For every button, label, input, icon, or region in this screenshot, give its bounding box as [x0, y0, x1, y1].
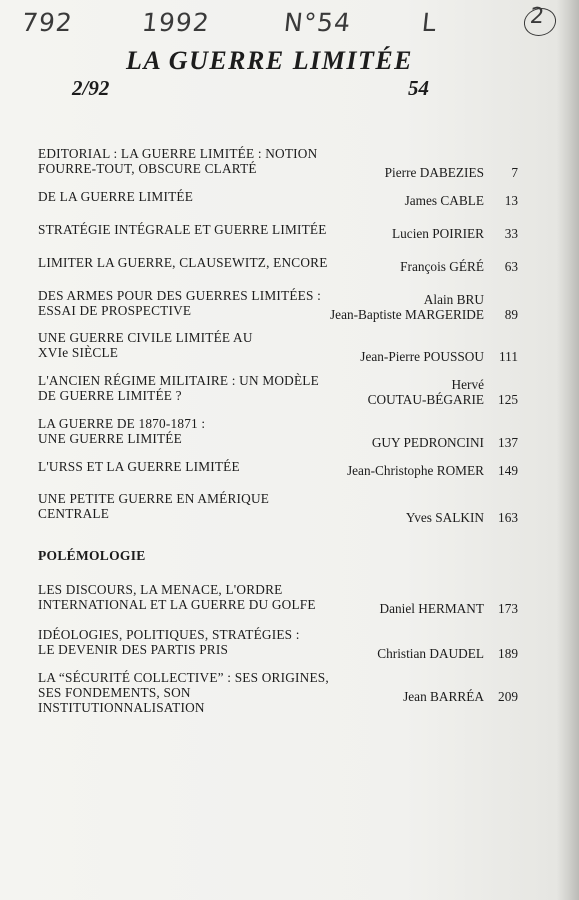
entry-title-line: SES FONDEMENTS, SON INSTITUTIONNALISATION: [38, 685, 205, 715]
entry-page-number: 125: [498, 392, 518, 407]
entry-title: [38, 627, 358, 657]
handwritten-year: 1992: [140, 8, 212, 37]
entry-title-line: LES DISCOURS, LA MENACE, L'ORDRE: [38, 582, 283, 597]
entry-author: GUY PEDRONCINI: [371, 435, 484, 450]
entry-title-line: DES ARMES POUR DES GUERRES LIMITÉES :: [38, 288, 321, 303]
entry-title-line: IDÉOLOGIES, POLITIQUES, STRATÉGIES :: [38, 627, 300, 642]
entry-title-line: FOURRE-TOUT, OBSCURE CLARTÉ: [38, 161, 257, 176]
entry-page-number: 149: [498, 463, 518, 478]
issue-label: 2/92: [72, 76, 110, 100]
section-heading: POLÉMOLOGIE: [38, 548, 146, 563]
entry-page-number: 7: [511, 165, 518, 180]
entry-author: James CABLE: [404, 193, 484, 208]
toc-entry: [38, 582, 518, 616]
entry-author: Lucien POIRIER: [392, 226, 484, 241]
entry-author: Alain BRU: [423, 292, 484, 307]
entry-title-line: XVIe SIÈCLE: [38, 345, 119, 360]
entry-title-line: STRATÉGIE INTÉGRALE ET GUERRE LIMITÉE: [38, 222, 327, 237]
entry-title: [38, 146, 358, 176]
entry-title: [38, 491, 358, 521]
toc-entry: [38, 459, 518, 478]
journal-title: LA GUERRE LIMITÉE: [126, 46, 414, 75]
entry-page-number: 189: [498, 646, 518, 661]
toc-entry: [38, 627, 518, 661]
entry-title-line: LA “SÉCURITÉ COLLECTIVE” : SES ORIGINES,: [38, 670, 329, 685]
handwritten-issue: N°54: [282, 8, 353, 37]
entry-title-line: DE GUERRE LIMITÉE ?: [38, 388, 182, 403]
entry-author: Pierre DABEZIES: [384, 165, 484, 180]
entry-title: [38, 373, 358, 403]
entry-title: [38, 255, 358, 270]
entry-author: Hervé: [451, 377, 484, 392]
entry-title-line: EDITORIAL : LA GUERRE LIMITÉE : NOTION: [38, 146, 318, 161]
binding-shadow: [557, 0, 579, 900]
entry-title: [38, 459, 358, 474]
handwritten-letter: L: [420, 8, 439, 37]
entry-title-line: ESSAI DE PROSPECTIVE: [38, 303, 192, 318]
entry-title-line: L'URSS ET LA GUERRE LIMITÉE: [38, 459, 240, 474]
entry-author: Jean-Pierre POUSSOU: [360, 349, 484, 364]
entry-title: [38, 670, 358, 715]
entry-title: [38, 189, 358, 204]
entry-page-number: 111: [499, 349, 518, 364]
entry-page-number: 13: [504, 193, 518, 208]
entry-page-number: 89: [504, 307, 518, 322]
entry-page-number: 209: [498, 689, 518, 704]
toc-entry: [38, 255, 518, 274]
entry-author: François GÉRÉ: [400, 259, 484, 274]
entry-title: [38, 582, 358, 612]
entry-title: [38, 222, 358, 237]
entry-title-line: LA GUERRE DE 1870-1871 :: [38, 416, 206, 431]
toc-entry: [38, 146, 518, 180]
toc-entry: [38, 670, 518, 715]
entry-title-line: DE LA GUERRE LIMITÉE: [38, 189, 194, 204]
toc-entry: [38, 491, 518, 525]
toc-entry: [38, 288, 518, 322]
issue-number: 54: [408, 76, 429, 100]
handwritten-annotation: [22, 4, 562, 40]
entry-page-number: 163: [498, 510, 518, 525]
entry-author: Jean-Christophe ROMER: [346, 463, 484, 478]
toc-entry: [38, 222, 518, 241]
entry-author: Christian DAUDEL: [377, 646, 484, 661]
entry-title-line: UNE PETITE GUERRE EN AMÉRIQUE: [38, 491, 270, 506]
entry-page-number: 63: [504, 259, 518, 274]
entry-title-line: INTERNATIONAL ET LA GUERRE DU GOLFE: [38, 597, 316, 612]
entry-title: [38, 330, 358, 360]
entry-title: [38, 416, 358, 446]
entry-title: [38, 288, 358, 318]
entry-title-line: UNE GUERRE LIMITÉE: [38, 431, 182, 446]
entry-title-line: L'ANCIEN RÉGIME MILITAIRE : UN MODÈLE: [38, 373, 319, 388]
entry-title-line: UNE GUERRE CIVILE LIMITÉE AU: [38, 330, 253, 345]
entry-author: Daniel HERMANT: [379, 601, 484, 616]
toc-entry: [38, 416, 518, 450]
entry-author: Jean-Baptiste MARGERIDE: [330, 307, 484, 322]
entry-title-line: LIMITER LA GUERRE, CLAUSEWITZ, ENCORE: [38, 255, 328, 270]
entry-author: Jean BARRÉA: [403, 689, 484, 704]
handwritten-number: 2: [528, 4, 547, 29]
entry-author: COUTAU-BÉGARIE: [367, 392, 484, 407]
toc-entry: [38, 373, 518, 407]
handwritten-code: 792: [20, 8, 75, 37]
entry-page-number: 33: [504, 226, 518, 241]
entry-page-number: 173: [498, 601, 518, 616]
toc-entry: [38, 189, 518, 208]
entry-page-number: 137: [498, 435, 518, 450]
entry-author: Yves SALKIN: [405, 510, 484, 525]
entry-title-line: LE DEVENIR DES PARTIS PRIS: [38, 642, 229, 657]
toc-entry: [38, 330, 518, 364]
entry-title-line: CENTRALE: [38, 506, 110, 521]
